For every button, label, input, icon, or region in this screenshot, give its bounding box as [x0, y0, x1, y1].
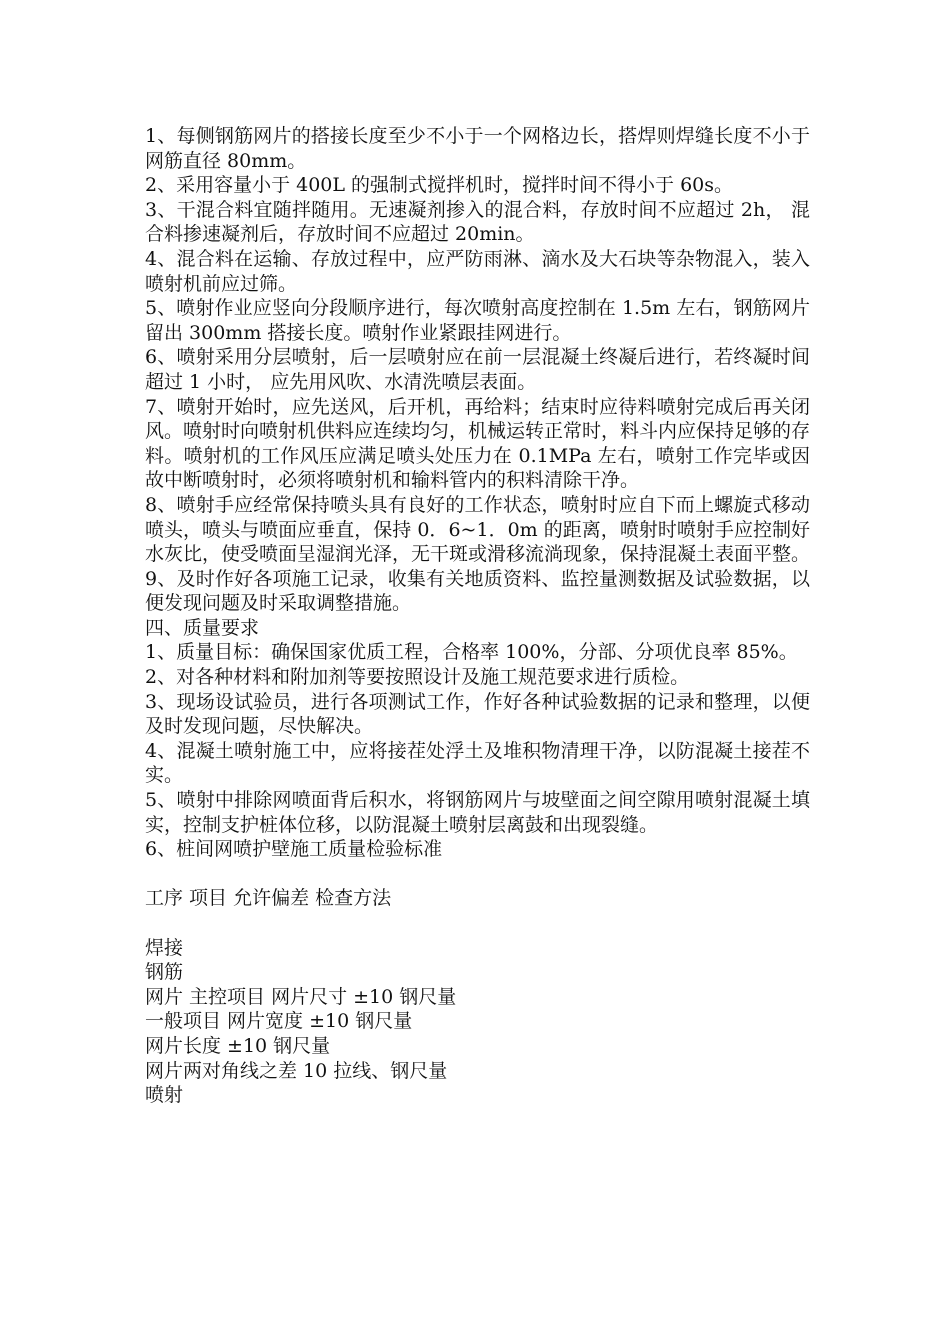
- quality-item-3: 3、现场设试验员，进行各项测试工作，作好各种试验数据的记录和整理，以便及时发现问题，尽快解决。: [145, 690, 810, 738]
- paragraph-8: 8、喷射手应经常保持喷头具有良好的工作状态，喷射时应自下而上螺旋式移动喷头，喷头与喷面应垂直，保持 0．6~1．0m 的距离，喷射时喷射手应控制好水灰比，使受喷面呈湿润光泽，无干斑或滑移流淌现象，保持混凝土表面平整。: [145, 493, 811, 566]
- quality-item-5: 5、喷射中排除网喷面背后积水，将钢筋网片与坡壁面之间空隙用喷射混凝土填实，控制支护桩体位移，以防混凝土喷射层离鼓和出现裂缝。: [145, 789, 810, 836]
- table-line: 网片长度 ±10 钢尺量: [145, 1034, 331, 1057]
- quality-item-4: 4、混凝土喷射施工中，应将接茬处浮土及堆积物清理干净，以防混凝土接茬不实。: [145, 739, 810, 787]
- table-line: 焊接: [145, 936, 184, 959]
- table-body: [145, 936, 810, 1108]
- quality-item-1: 1、质量目标：确保国家优质工程，合格率 100%，分部、分项优良率 85%。: [145, 641, 798, 664]
- paragraph-9: 9、及时作好各项施工记录，收集有关地质资料、监控量测数据及试验数据，以便发现问题及时采取调整措施。: [145, 567, 810, 615]
- document-page: [145, 124, 810, 1108]
- paragraph-7: 7、喷射开始时，应先送风，后开机，再给料；结束时应待料喷射完成后再关闭风。喷射时向喷射机供料应连续均匀，机械运转正常时，料斗内应保持足够的存料。喷射机的工作风压应满足喷头处压力在 0.1MPa 左右，喷射工作完毕或因故中断喷射时，必须将喷射机和输料管内的积料清除干净。: [145, 395, 811, 492]
- table-header: 工序 项目 允许偏差 检查方法: [145, 887, 392, 910]
- quality-item-6: 6、桩间网喷护壁施工质量检验标准: [145, 838, 443, 861]
- quality-item-2: 2、对各种材料和附加剂等要按照设计及施工规范要求进行质检。: [145, 666, 690, 689]
- spacer: [145, 862, 810, 887]
- paragraph-2: 2、采用容量小于 400L 的强制式搅拌机时，搅拌时间不得小于 60s。: [145, 174, 734, 197]
- paragraph-5: 5、喷射作业应竖向分段顺序进行，每次喷射高度控制在 1.5m 左右，钢筋网片留出 300mm 搭接长度。喷射作业紧跟挂网进行。: [145, 297, 810, 344]
- table-line: 一般项目 网片宽度 ±10 钢尺量: [145, 1010, 413, 1033]
- paragraph-4: 4、混合料在运输、存放过程中，应严防雨淋、滴水及大石块等杂物混入，装入喷射机前应过筛。: [145, 247, 810, 295]
- table-line: 网片 主控项目 网片尺寸 ±10 钢尺量: [145, 985, 457, 1008]
- paragraph-1: 1、每侧钢筋网片的搭接长度至少不小于一个网格边长，搭焊则焊缝长度不小于网筋直径 80mm。: [145, 125, 810, 172]
- paragraph-6: 6、喷射采用分层喷射，后一层喷射应在前一层混凝土终凝后进行，若终凝时间超过 1 小时， 应先用风吹、水清洗喷层表面。: [145, 346, 810, 393]
- table-line: 网片两对角线之差 10 拉线、钢尺量: [145, 1059, 448, 1082]
- body-text: [145, 124, 810, 862]
- spacer: [145, 911, 810, 936]
- table-line: 喷射: [145, 1084, 184, 1107]
- section-heading-quality: 四、质量要求: [145, 616, 260, 639]
- paragraph-3: 3、干混合料宜随拌随用。无速凝剂掺入的混合料，存放时间不应超过 2h， 混合料掺速凝剂后，存放时间不应超过 20min。: [145, 198, 810, 246]
- table-line: 钢筋: [145, 961, 184, 984]
